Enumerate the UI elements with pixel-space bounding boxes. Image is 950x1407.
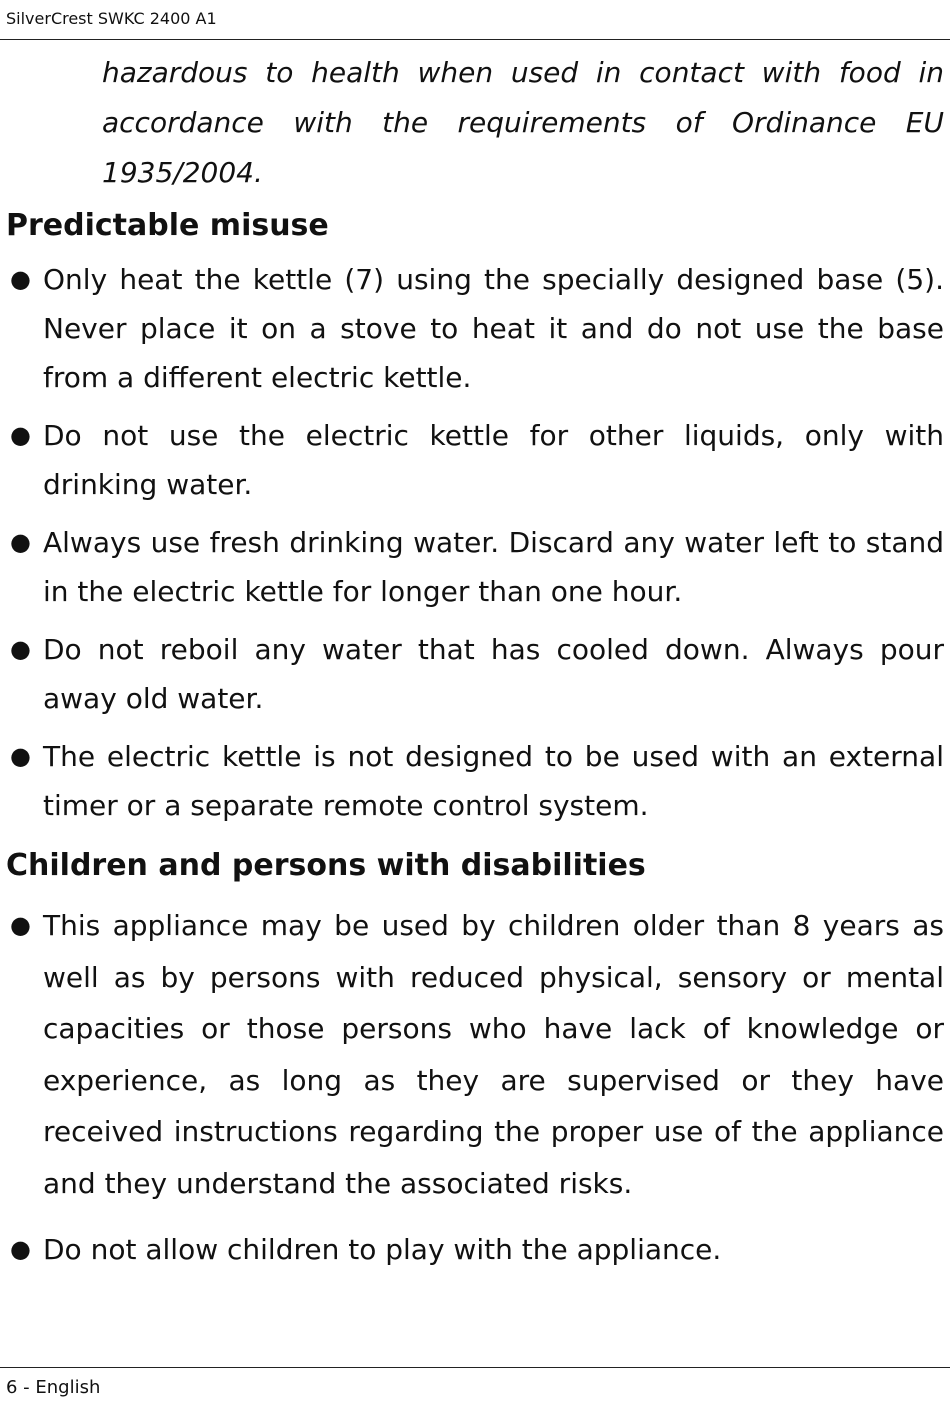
list-item [0, 255, 950, 402]
section-title: Predictable misuse [6, 208, 329, 243]
list-item [0, 1224, 950, 1276]
page-content [0, 48, 950, 1275]
list-item [0, 732, 950, 830]
bullet-list [0, 255, 950, 830]
list-item [0, 411, 950, 509]
intro-paragraph: hazardous to health when used in contact with food in accordance with the requirements of Ordinance EU 1935/2004. [102, 56, 944, 189]
list-item-text: Always use fresh drinking water. Discard any water left to stand in the electric kettle for longer than one hour. [43, 526, 944, 608]
list-item-text: Do not use the electric kettle for other liquids, only with drinking water. [43, 419, 944, 501]
list-item-text: Do not allow children to play with the appliance. [43, 1232, 722, 1266]
bullet-icon: ● [10, 528, 31, 556]
list-item-text: The electric kettle is not designed to be used with an external timer or a separate remote control system. [43, 740, 944, 822]
bullet-icon: ● [10, 1234, 31, 1263]
bullet-icon: ● [10, 635, 31, 663]
list-item [0, 900, 950, 1210]
section-children-disabilities [0, 846, 950, 1275]
list-item-text: Do not reboil any water that has cooled down. Always pour away old water. [43, 633, 944, 715]
page-number: 6 - English [6, 1377, 101, 1398]
bullet-icon: ● [10, 911, 31, 939]
bullet-icon: ● [10, 742, 31, 770]
header-title: SilverCrest SWKC 2400 A1 [6, 9, 217, 28]
bullet-list [0, 900, 950, 1275]
section-title: Children and persons with disabilities [6, 848, 646, 883]
list-item-text: This appliance may be used by children older than 8 years as well as by persons with reduced physical, sensory or mental capacities or those persons who have lack of knowledge or experience, as long as they are supervised or they have received instructions regarding the proper use of the appliance and they understand the associated risks. [43, 909, 944, 1200]
page-header [0, 0, 950, 40]
list-item [0, 625, 950, 723]
list-item-text: Only heat the kettle (7) using the specially designed base (5). Never place it on a stove to heat it and do not use the base from a different electric kettle. [43, 263, 944, 394]
bullet-icon: ● [10, 421, 31, 449]
section-predictable-misuse [0, 206, 950, 830]
list-item [0, 518, 950, 616]
page-footer [0, 1367, 950, 1407]
bullet-icon: ● [10, 265, 31, 293]
